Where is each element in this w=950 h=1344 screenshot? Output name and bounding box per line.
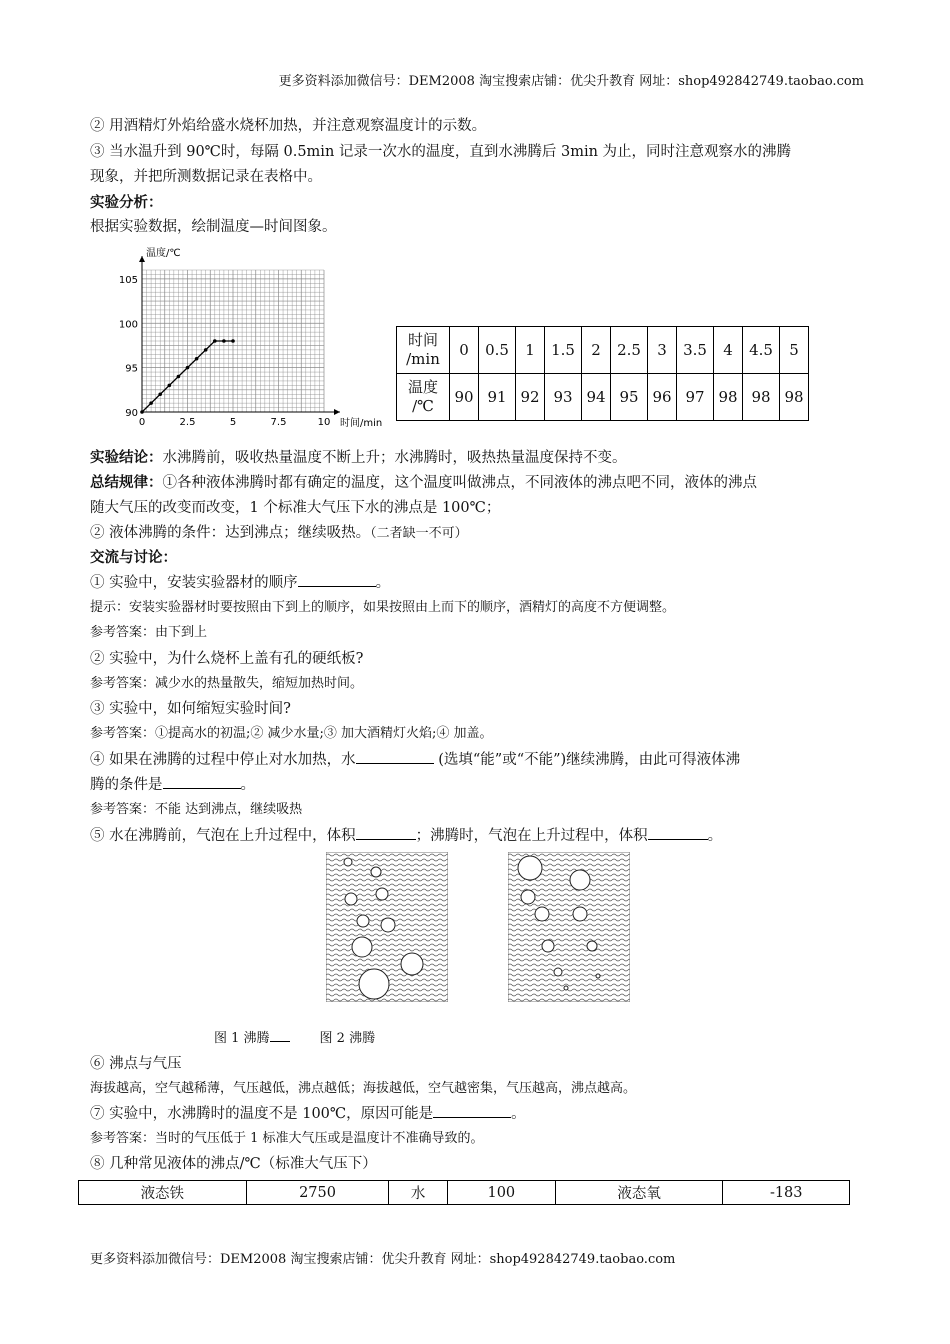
question-8: ⑧ 几种常见液体的沸点/℃（标准大气压下） bbox=[90, 1156, 377, 1172]
discussion-heading: 交流与讨论： bbox=[90, 550, 177, 566]
data-point bbox=[140, 410, 144, 414]
page-header: 更多资料添加微信号：DEM2008 淘宝搜索店铺：优尖升教育 网址：shop492842749.taobao.com bbox=[278, 74, 864, 89]
bubble bbox=[352, 937, 372, 957]
question-5: ⑤ 水在沸腾前，气泡在上升过程中，体积 ；沸腾时，气泡在上升过程中，体积 。 bbox=[90, 824, 864, 848]
figure-captions: 图 1 沸腾 图 2 沸腾 bbox=[214, 1027, 864, 1051]
temp-cell: 93 bbox=[545, 374, 582, 421]
bubble bbox=[554, 968, 562, 976]
step-2: ② 用酒精灯外焰给盛水烧杯加热，并注意观察温度计的示数。 bbox=[90, 118, 487, 134]
x-axis-label: 时间/min bbox=[340, 418, 383, 429]
y-tick-label: 100 bbox=[118, 319, 138, 331]
time-cell: 3.5 bbox=[677, 327, 714, 374]
x-axis-arrow bbox=[334, 409, 340, 415]
temp-cell: 94 bbox=[582, 374, 611, 421]
data-point bbox=[149, 401, 153, 405]
bubble bbox=[376, 888, 388, 900]
temp-cell: 98 bbox=[714, 374, 743, 421]
temp-cell: 92 bbox=[516, 374, 545, 421]
answer-blank[interactable] bbox=[356, 825, 416, 840]
answer-blank[interactable] bbox=[356, 749, 434, 764]
data-point bbox=[186, 366, 190, 370]
question-6: ⑥ 沸点与气压 bbox=[90, 1056, 182, 1072]
y-tick-label: 95 bbox=[125, 363, 138, 375]
temp-cell: 98 bbox=[743, 374, 780, 421]
boiling-point-row bbox=[79, 1181, 850, 1205]
analysis-heading: 实验分析： bbox=[90, 195, 163, 211]
bubble bbox=[542, 940, 554, 952]
data-point bbox=[195, 357, 199, 361]
conclusion: 实验结论：水沸腾前，吸收热量温度不断上升；水沸腾时，吸热热量温度保持不变。 bbox=[90, 450, 627, 466]
x-tick-label: 0 bbox=[138, 417, 146, 428]
bubble bbox=[570, 870, 590, 890]
temp-cell: 91 bbox=[479, 374, 516, 421]
analysis-text: 根据实验数据，绘制温度—时间图象。 bbox=[90, 219, 337, 235]
step-3-line-1: ③ 当水温升到 90℃时，每隔 0.5min 记录一次水的温度，直到水沸腾后 3min 为止，同时注意观察水的沸腾 bbox=[90, 144, 792, 160]
time-cell: 1 bbox=[516, 327, 545, 374]
data-table bbox=[396, 326, 809, 421]
data-point bbox=[222, 339, 226, 343]
summary-line-1: 总结规律：①各种液体沸腾时都有确定的温度，这个温度叫做沸点，不同液体的沸点吧不同，液体的沸点 bbox=[90, 475, 757, 491]
x-tick-label: 10 bbox=[317, 417, 331, 428]
summary-line-2: 随大气压的改变而改变，1 个标准大气压下水的沸点是 100℃； bbox=[90, 500, 501, 516]
bubble bbox=[401, 953, 423, 975]
bubble bbox=[521, 890, 535, 904]
y-axis-arrow bbox=[139, 256, 145, 262]
bubble bbox=[357, 915, 369, 927]
data-point bbox=[177, 375, 181, 379]
bubble bbox=[345, 893, 357, 905]
boiling-point-table bbox=[78, 1180, 850, 1205]
y-tick-label: 90 bbox=[125, 408, 138, 419]
time-cell: 4 bbox=[714, 327, 743, 374]
boiling-cell: 100 bbox=[447, 1181, 555, 1205]
answer-blank[interactable] bbox=[163, 774, 241, 789]
bubble bbox=[359, 969, 389, 999]
time-cell: 3 bbox=[648, 327, 677, 374]
bubble bbox=[371, 867, 381, 877]
x-tick-label: 5 bbox=[229, 417, 237, 428]
answer-7: 参考答案：当时的气压低于 1 标准大气压或是温度计不准确导致的。 bbox=[90, 1131, 484, 1146]
summary-line-3: ② 液体沸腾的条件：达到沸点；继续吸热。（二者缺一不可） bbox=[90, 525, 468, 541]
answer-6: 海拔越高，空气越稀薄，气压越低，沸点越低；海拔越低，空气越密集，气压越高，沸点越高。 bbox=[90, 1081, 637, 1096]
temp-cell: 95 bbox=[611, 374, 648, 421]
temp-cell: 96 bbox=[648, 374, 677, 421]
x-tick-label: 2.5 bbox=[179, 417, 196, 428]
question-4-line-1: ④ 如果在沸腾的过程中停止对水加热，水 (选填“能”或“不能”)继续沸腾，由此可得液体沸 bbox=[90, 748, 864, 772]
temp-cell: 90 bbox=[450, 374, 479, 421]
data-point bbox=[204, 348, 208, 352]
boiling-cell: 液态铁 bbox=[79, 1181, 247, 1205]
answer-1: 参考答案：由下到上 bbox=[90, 625, 208, 640]
question-1: ① 实验中，安装实验器材的顺序 。 bbox=[90, 571, 864, 595]
y-axis-label: 温度/℃ bbox=[146, 248, 181, 259]
bubble bbox=[518, 856, 542, 880]
answer-blank[interactable] bbox=[298, 572, 376, 587]
time-cell: 2 bbox=[582, 327, 611, 374]
bubble bbox=[381, 918, 395, 932]
x-tick-label: 7.5 bbox=[270, 417, 287, 428]
bubble bbox=[573, 907, 587, 921]
answer-blank[interactable] bbox=[270, 1027, 290, 1042]
answer-3: 参考答案：①提高水的初温;② 减少水量;③ 加大酒精灯火焰;④ 加盖。 bbox=[90, 726, 493, 741]
temp-row bbox=[397, 374, 809, 421]
boiling-cell: 2750 bbox=[246, 1181, 389, 1205]
bubble bbox=[596, 974, 600, 978]
time-cell: 0.5 bbox=[479, 327, 516, 374]
temperature-time-chart bbox=[112, 242, 392, 432]
question-3: ③ 实验中，如何缩短实验时间? bbox=[90, 701, 291, 717]
answer-2: 参考答案：减少水的热量散失，缩短加热时间。 bbox=[90, 676, 364, 691]
question-7: ⑦ 实验中，水沸腾时的温度不是 100℃，原因可能是 。 bbox=[90, 1102, 864, 1126]
hint-1: 提示：安装实验器材时要按照由下到上的顺序，如果按照由上而下的顺序，酒精灯的高度不方便调整。 bbox=[90, 600, 676, 615]
temp-cell: 98 bbox=[780, 374, 809, 421]
answer-4: 参考答案：不能 达到沸点，继续吸热 bbox=[90, 802, 303, 817]
question-2: ② 实验中，为什么烧杯上盖有孔的硬纸板? bbox=[90, 651, 364, 667]
page-footer: 更多资料添加微信号：DEM2008 淘宝搜索店铺：优尖升教育 网址：shop492842749.taobao.com bbox=[90, 1252, 676, 1267]
data-point bbox=[168, 384, 172, 388]
temp-header: 温度 /℃ bbox=[397, 374, 450, 421]
chart-tick-labels bbox=[119, 275, 330, 428]
time-header: 时间 /min bbox=[397, 327, 450, 374]
step-3-line-2: 现象，并把所测数据记录在表格中。 bbox=[90, 169, 322, 185]
time-cell: 1.5 bbox=[545, 327, 582, 374]
time-cell: 4.5 bbox=[743, 327, 780, 374]
data-point bbox=[158, 392, 162, 396]
bubble-figure-1 bbox=[326, 852, 448, 1002]
boiling-cell: 水 bbox=[389, 1181, 447, 1205]
answer-blank[interactable] bbox=[433, 1103, 511, 1118]
temp-cell: 97 bbox=[677, 374, 714, 421]
boiling-cell: 液态氧 bbox=[555, 1181, 723, 1205]
bubble bbox=[535, 907, 549, 921]
answer-blank[interactable] bbox=[648, 825, 708, 840]
time-cell: 2.5 bbox=[611, 327, 648, 374]
data-point bbox=[213, 339, 217, 343]
time-cell: 0 bbox=[450, 327, 479, 374]
question-4-line-2: 腾的条件是 。 bbox=[90, 773, 864, 797]
time-cell: 5 bbox=[780, 327, 809, 374]
bubble bbox=[344, 858, 352, 866]
time-row bbox=[397, 327, 809, 374]
boiling-cell: -183 bbox=[723, 1181, 850, 1205]
y-tick-label: 105 bbox=[118, 274, 138, 286]
bubble bbox=[587, 941, 597, 951]
bubble-figure-2 bbox=[508, 852, 630, 1002]
data-point bbox=[231, 339, 235, 343]
bubble bbox=[564, 986, 568, 990]
